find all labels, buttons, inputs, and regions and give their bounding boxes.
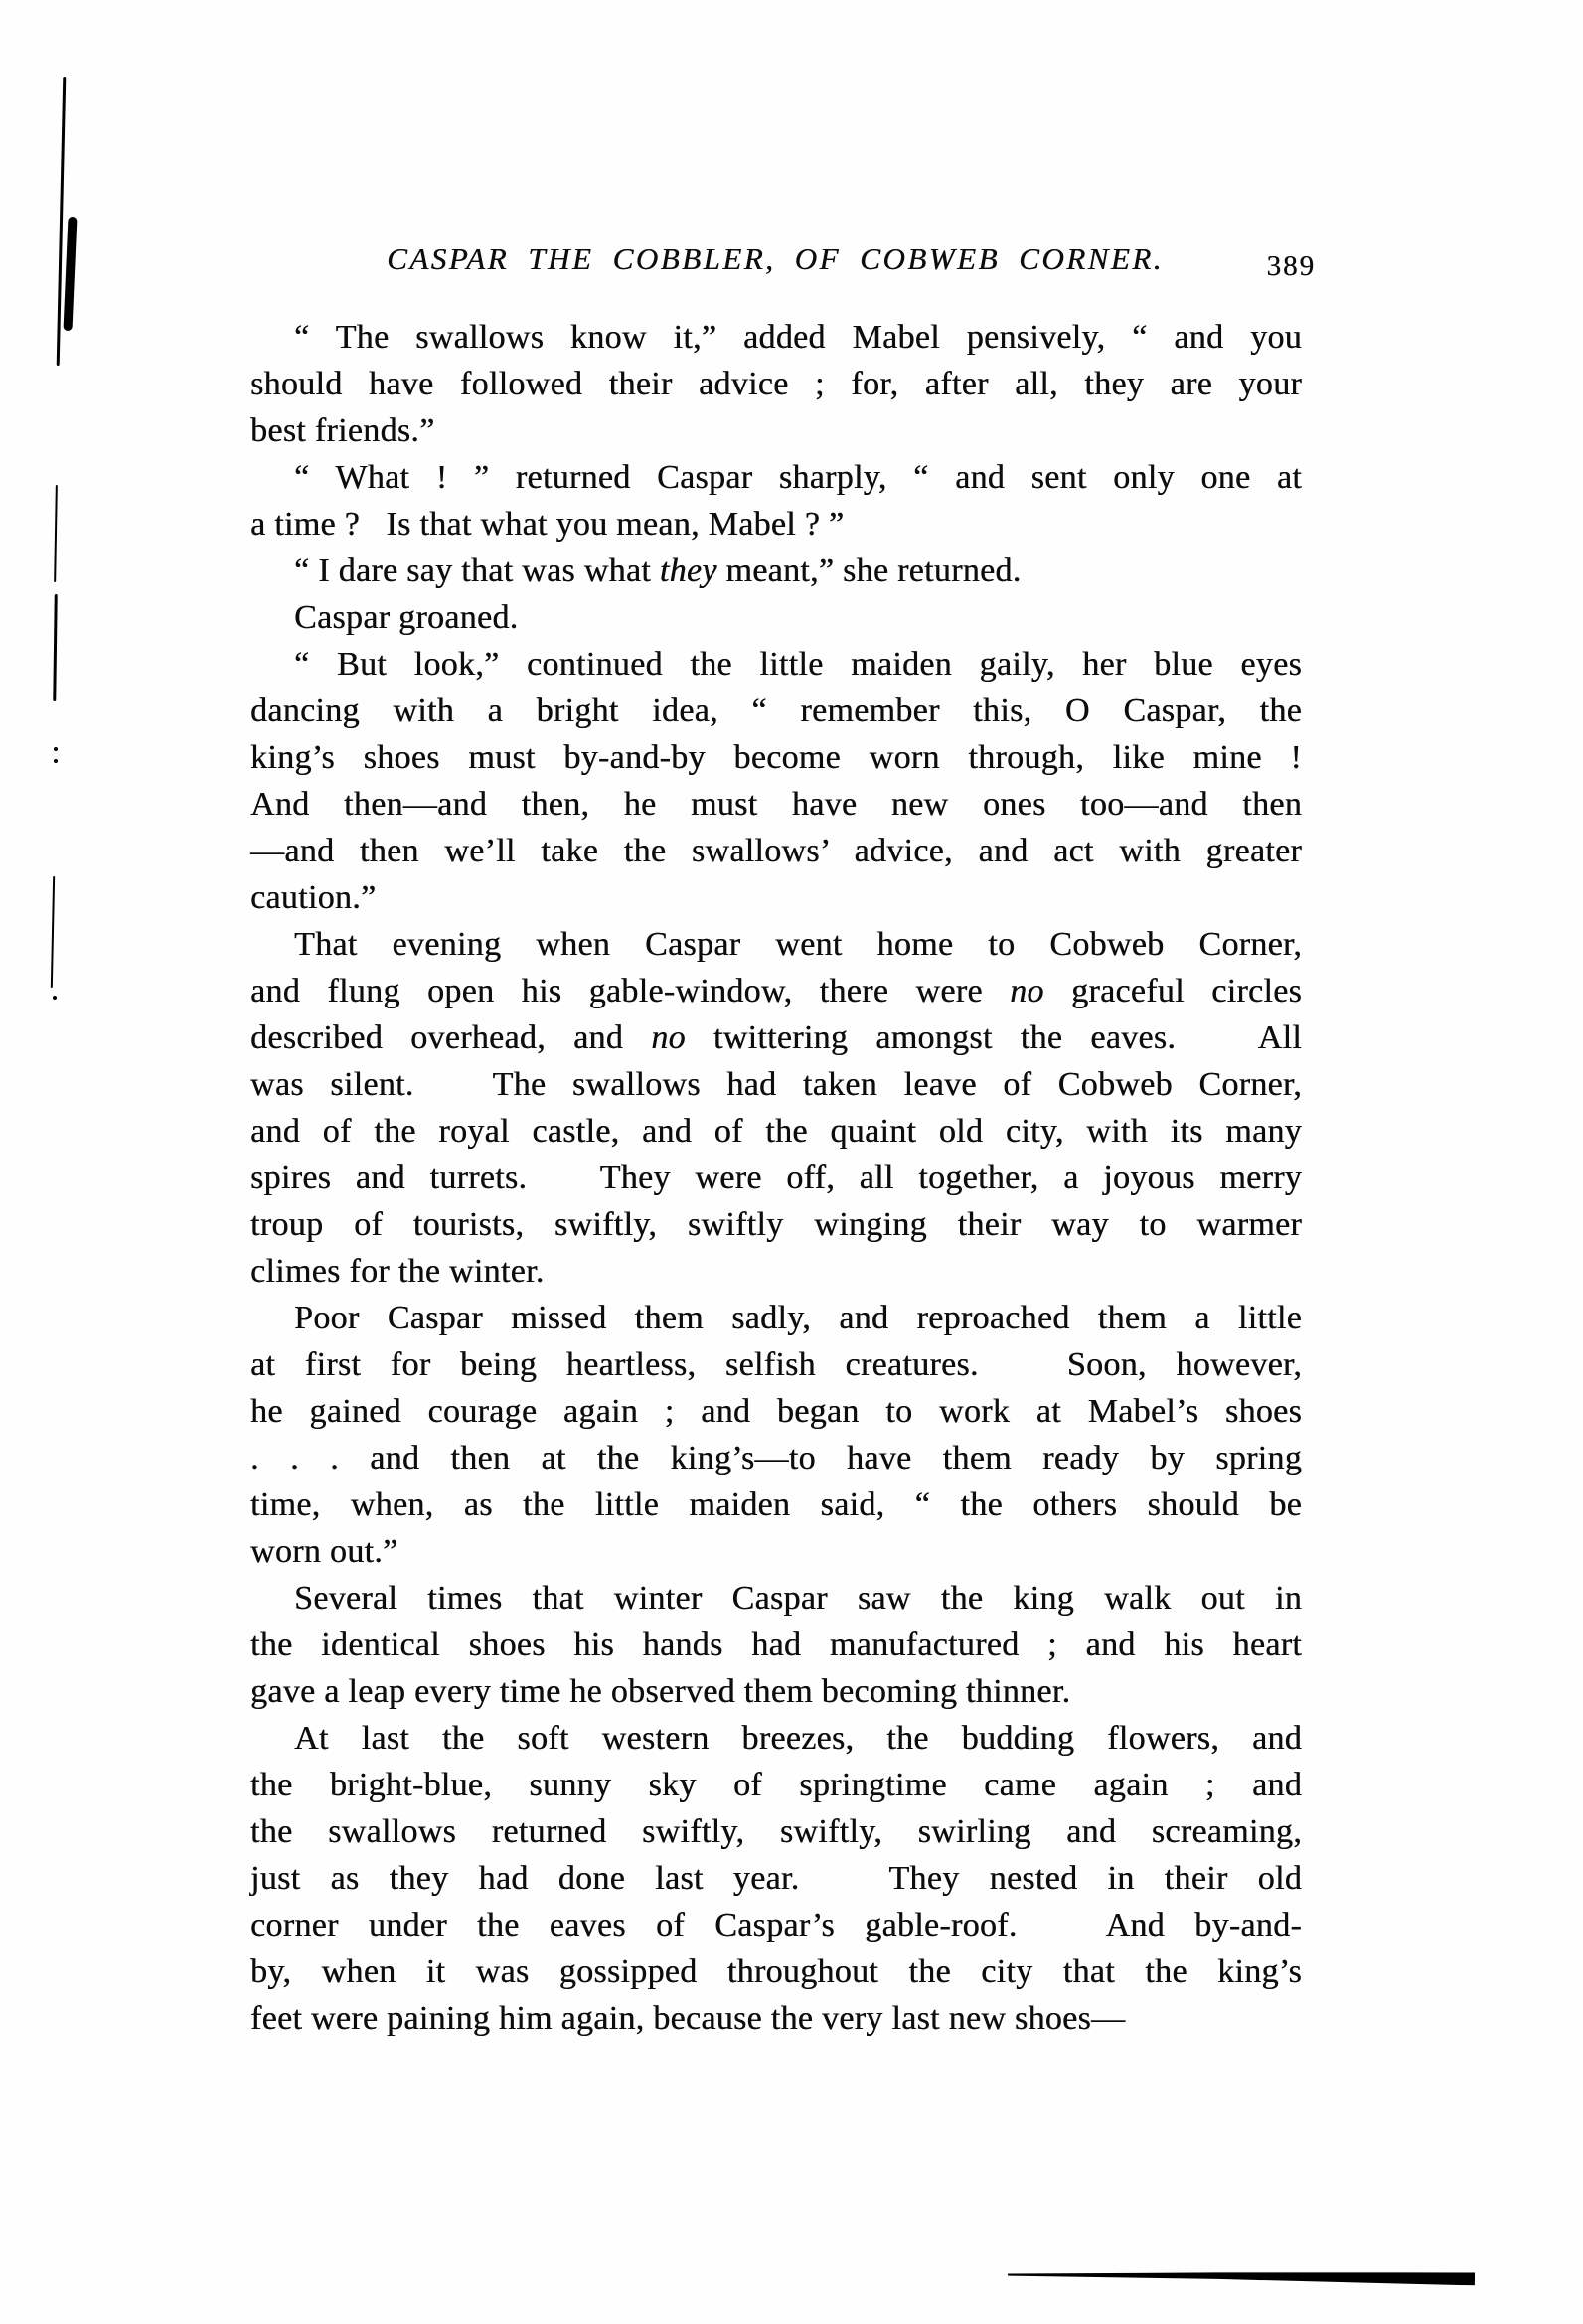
page-number: 389: [1266, 250, 1316, 282]
text-line: and of the royal castle, and of the quaint old city, with its many: [250, 1113, 1302, 1150]
text-line: “ But look,” continued the little maiden gaily, her blue eyes: [294, 646, 1302, 683]
text-line: just as they had done last year. They nested in their old: [250, 1860, 1302, 1897]
text-line: . . . and then at the king’s—to have them ready by spring: [250, 1440, 1302, 1476]
scan-artifact-blob: [63, 217, 77, 331]
scan-artifact-dot: [54, 759, 58, 763]
text-line: the bright-blue, sunny sky of springtime came again ; and: [250, 1767, 1302, 1803]
text-line: At last the soft western breezes, the budding flowers, and: [294, 1720, 1302, 1757]
text-line: the identical shoes his hands had manufactured ; and his heart: [250, 1627, 1302, 1663]
body-text: [250, 314, 1302, 2042]
text-line: worn out.”: [250, 1533, 398, 1570]
text-line: Poor Caspar missed them sadly, and reproached them a little: [294, 1300, 1302, 1336]
scan-artifact-line: [53, 594, 58, 701]
text-line: Several times that winter Caspar saw the king walk out in: [294, 1580, 1302, 1617]
text-line: should have followed their advice ; for, after all, they are your: [250, 366, 1302, 402]
text-line: caution.”: [250, 879, 377, 916]
text-line: the swallows returned swiftly, swiftly, swirling and screaming,: [250, 1813, 1302, 1850]
text-line: a time ? Is that what you mean, Mabel ? ”: [250, 506, 845, 542]
scan-artifact-streak: [1008, 2270, 1475, 2286]
text-line: feet were paining him again, because the very last new shoes—: [250, 2000, 1126, 2037]
text-line: best friends.”: [250, 412, 435, 449]
text-line: “ I dare say that was what they meant,” she returned.: [294, 552, 1022, 589]
text-line: Caspar groaned.: [294, 599, 519, 636]
page-header: [248, 241, 1316, 282]
text-line: “ What ! ” returned Caspar sharply, “ and sent only one at: [294, 459, 1302, 496]
text-line: he gained courage again ; and began to work at Mabel’s shoes: [250, 1393, 1302, 1430]
scan-artifact-dot: [54, 747, 58, 751]
text-line: at first for being heartless, selfish creatures. Soon, however,: [250, 1346, 1302, 1383]
text-line: troup of tourists, swiftly, swiftly winging their way to warmer: [250, 1206, 1302, 1243]
text-line: And then—and then, he must have new ones too—and then: [250, 786, 1302, 823]
text-line: time, when, as the little maiden said, “ the others should be: [250, 1486, 1302, 1523]
text-line: described overhead, and no twittering amongst the eaves. All: [250, 1019, 1302, 1056]
scan-artifact-line: [54, 485, 58, 582]
text-line: and flung open his gable-window, there were no graceful circles: [250, 973, 1302, 1009]
text-line: spires and turrets. They were off, all together, a joyous merry: [250, 1160, 1302, 1196]
text-line: by, when it was gossipped throughout the city that the king’s: [250, 1953, 1302, 1990]
scan-artifact-dot: [53, 996, 57, 1000]
text-line: climes for the winter.: [250, 1253, 545, 1290]
running-title: CASPAR THE COBBLER, OF COBWEB CORNER.: [387, 241, 1164, 276]
text-line: —and then we’ll take the swallows’ advice, and act with greater: [250, 833, 1302, 869]
text-line: That evening when Caspar went home to Cobweb Corner,: [294, 926, 1302, 963]
text-line: king’s shoes must by-and-by become worn through, like mine !: [250, 739, 1302, 776]
text-line: gave a leap every time he observed them becoming thinner.: [250, 1673, 1071, 1710]
scan-artifact-line: [51, 876, 55, 988]
text-line: “ The swallows know it,” added Mabel pensively, “ and you: [294, 319, 1302, 356]
text-line: corner under the eaves of Caspar’s gable-roof. And by-and-: [250, 1907, 1302, 1943]
text-line: dancing with a bright idea, “ remember this, O Caspar, the: [250, 693, 1302, 729]
text-line: was silent. The swallows had taken leave of Cobweb Corner,: [250, 1066, 1302, 1103]
